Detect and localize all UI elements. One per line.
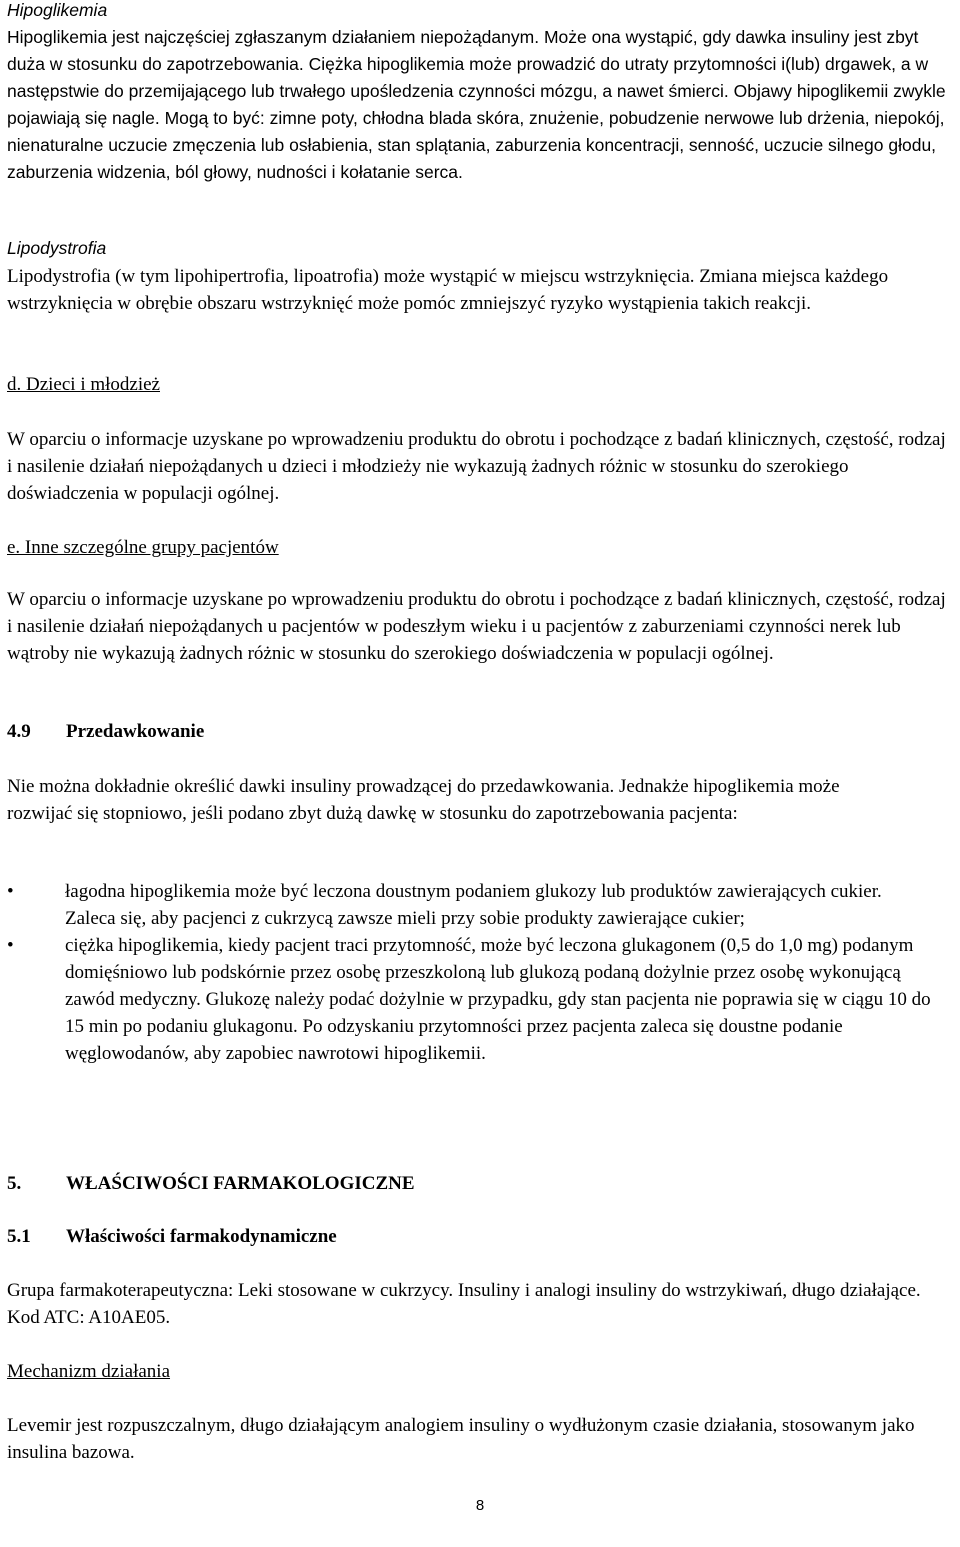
special-groups-paragraph: W oparciu o informacje uzyskane po wprowadzeniu produktu do obrotu i pochodzące z badań klinicznych, częstość, rodzaj i nasilenie działań niepożądanych u pacjentów w podeszłym wieku i u pacjentów z zaburzeniami czynności nerek lub wątroby nie wykazują żadnych różnic w stosunku do szerokiego doświadczenia w populacji ogólnej. — [7, 589, 946, 664]
section-5-number: 5. — [7, 1173, 22, 1194]
section-5-1-title: Właściwości farmakodynamiczne — [66, 1226, 337, 1247]
overdose-bullet-list — [7, 878, 932, 1067]
pharmacotherapeutic-group: Grupa farmakoterapeutyczna: Leki stosowane w cukrzycy. Insuliny i analogi insuliny do wstrzykiwań, długo działające. Kod ATC: A10AE05. — [7, 1280, 921, 1328]
lipodystrophy-title: Lipodystrofia — [7, 238, 107, 258]
overdose-heading — [7, 718, 204, 745]
section-5-heading — [7, 1170, 415, 1197]
hypoglycemia-title: Hipoglikemia — [7, 0, 108, 20]
hypoglycemia-body: Może ona wystąpić, gdy dawka insuliny jest zbyt duża w stosunku do zapotrzebowania. Ciężka hipoglikemia może prowadzić do utraty przytomności i(lub) drgawek, a w następstwie do przemijającego lub trwałego upośledzenia czynności mózgu, a nawet śmierci. Objawy hipoglikemii zwykle pojawiają się nagle. Mogą to być: zimne poty, chłodna blada skóra, znużenie, pobudzenie nerwowe lub drżenia, niepokój, nienaturalne uczucie zmęczenia lub osłabienia, stan splątania, zaburzenia koncentracji, senność, uczucie silnego głodu, zaburzenia widzenia, ból głowy, nudności i kołatanie serca. — [7, 27, 946, 182]
mechanism-paragraph: Levemir jest rozpuszczalnym, długo działającym analogiem insuliny o wydłużonym czasie działania, stosowanym jako insulina bazowa. — [7, 1415, 915, 1463]
list-item: • łagodna hipoglikemia może być leczona doustnym podaniem glukozy lub produktów zawierających cukier. Zaleca się, aby pacjenci z cukrzycą zawsze mieli przy sobie produkty zawierające cukier; — [7, 878, 932, 932]
lipodystrophy-paragraph: Lipodystrofia (w tym lipohipertrofia, lipoatrofia) może wystąpić w miejscu wstrzyknięcia. Zmiana miejsca każdego wstrzyknięcia w obrębie obszaru wstrzyknięć może pomóc zmniejszyć ryzyko wystąpienia takich reakcji. — [7, 266, 889, 314]
overdose-intro: Nie można dokładnie określić dawki insuliny prowadzącej do przedawkowania. Jednakże hipoglikemia może rozwijać się stopniowo, jeśli podano zbyt dużą dawkę w stosunku do zapotrzebowania pacjenta: — [7, 776, 840, 824]
bullet-icon: • — [7, 881, 14, 902]
section-5-1-number: 5.1 — [7, 1226, 31, 1247]
overdose-number: 4.9 — [7, 721, 31, 742]
bullet-icon: • — [7, 935, 14, 956]
section-5-title: WŁAŚCIWOŚCI FARMAKOLOGICZNE — [66, 1173, 415, 1194]
section-5-1-heading — [7, 1223, 337, 1250]
children-heading: d. Dzieci i młodzież — [7, 374, 160, 395]
list-item: • ciężka hipoglikemia, kiedy pacjent traci przytomność, może być leczona glukagonem (0,5 do 1,0 mg) podanym domięśniowo lub podskórnie przez osobę przeszkoloną lub glukozą podaną dożylnie przez osobę wykonującą zawód medyczny. Glukozę należy podać dożylnie w przypadku, gdy stan pacjenta nie poprawia się w ciągu 10 do 15 min po podaniu glukagonu. Po odzyskaniu przytomności przez pacjenta zaleca się doustne podanie węglowodanów, aby zapobiec nawrotowi hipoglikemii. — [7, 932, 932, 1067]
mechanism-heading: Mechanizm działania — [7, 1361, 171, 1382]
hypoglycemia-lead: Hipoglikemia jest najczęściej zgłaszanym działaniem niepożądanym. — [7, 27, 540, 47]
children-paragraph: W oparciu o informacje uzyskane po wprowadzeniu produktu do obrotu i pochodzące z badań klinicznych, częstość, rodzaj i nasilenie działań niepożądanych u dzieci i młodzieży nie wykazują żadnych różnic w stosunku do szerokiego doświadczenia w populacji ogólnej. — [7, 429, 946, 504]
page-number: 8 — [475, 1497, 485, 1514]
overdose-title: Przedawkowanie — [66, 721, 205, 742]
hypoglycemia-paragraph — [7, 24, 952, 186]
special-groups-heading: e. Inne szczególne grupy pacjentów — [7, 537, 279, 558]
